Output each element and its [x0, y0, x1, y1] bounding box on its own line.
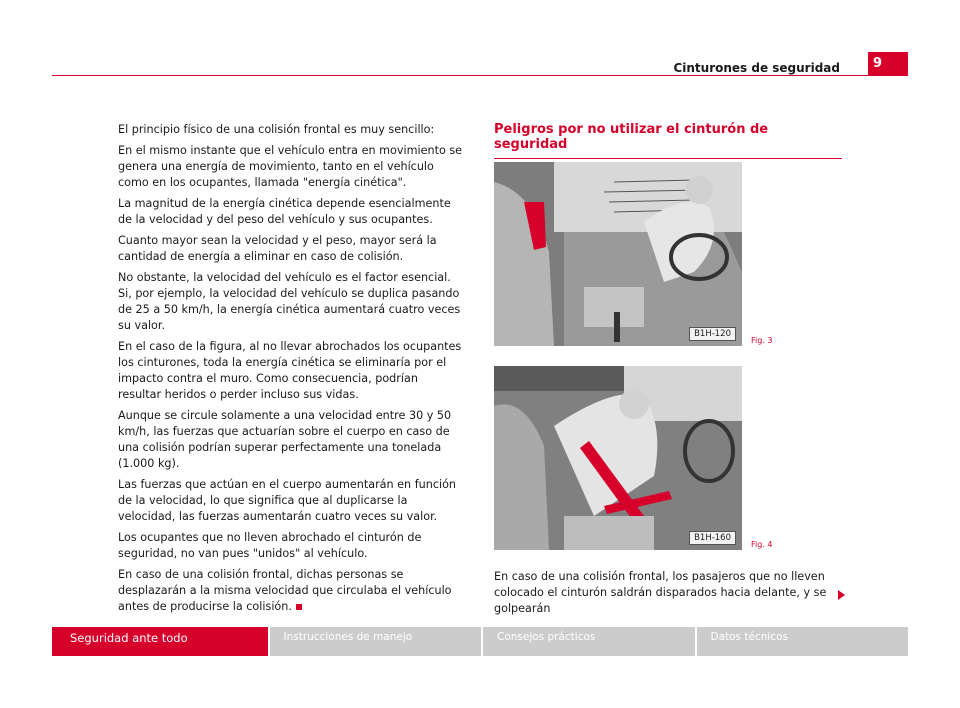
paragraph: Las fuerzas que actúan en el cuerpo aumentarán en función de la velocidad, lo que significa que al duplicarse la velocidad, las fuerzas aumentarán cuatro veces su valor. [118, 478, 457, 523]
paragraph: Aunque se circule solamente a una velocidad entre 30 y 50 km/h, las fuerzas que actuarían sobre el cuerpo en caso de una colisión podrían superar perfectamente una tonelada (1.000 kg). [118, 409, 452, 470]
footer-nav [52, 627, 908, 656]
paragraph: Los ocupantes que no lleven abrochado el cinturón de seguridad, no van pues "unidos" al vehículo. [118, 531, 422, 560]
figure-4-code: B1H-160 [689, 531, 736, 545]
right-column-text: En caso de una colisión frontal, los pasajeros que no lleven colocado el cinturón saldrán disparados hacia delante, y se golpearán [494, 570, 827, 615]
figure-4-caption: Fig. 4 [751, 540, 773, 549]
paragraph: La magnitud de la energía cinética depende esencialmente de la velocidad y del peso del vehículo y sus ocupantes. [118, 197, 451, 226]
paragraph: No obstante, la velocidad del vehículo es el factor esencial. Si, por ejemplo, la velocidad del vehículo se duplica pasando de 25 a 50 km/h, la energía cinética aumentará cuatro veces su valor. [118, 271, 461, 332]
paragraph: El principio físico de una colisión frontal es muy sencillo: [118, 123, 435, 136]
figure-4-illustration [494, 366, 742, 550]
chapter-title: Cinturones de seguridad [673, 61, 840, 75]
left-column-text [118, 122, 464, 620]
tab-consejos-practicos[interactable]: Consejos prácticos [483, 627, 695, 656]
paragraph-text: En caso de una colisión frontal, dichas personas se desplazarán a la misma velocidad que circulaba el vehículo antes de producirse la colisión. [118, 568, 452, 613]
figure-3-code: B1H-120 [689, 327, 736, 341]
figure-3-illustration [494, 162, 742, 346]
tab-instrucciones-de-manejo[interactable]: Instrucciones de manejo [270, 627, 482, 656]
continue-arrow-icon [838, 590, 845, 600]
paragraph: En el mismo instante que el vehículo entra en movimiento se genera una energía de movimiento, tanto en el vehículo como en los ocupantes, llamada "energía cinética". [118, 144, 463, 189]
tab-datos-tecnicos[interactable]: Datos técnicos [697, 627, 909, 656]
figure-4-image [494, 366, 742, 550]
header-rule [52, 75, 908, 76]
paragraph: En el caso de la figura, al no llevar abrochados los ocupantes los cinturones, toda la energía cinética se eliminaría por el impacto contra el muro. Como consecuencia, podrían resultar heridos o perder incluso sus vidas. [118, 340, 462, 401]
section-title: Peligros por no utilizar el cinturón de seguridad [494, 122, 842, 159]
paragraph-last [118, 567, 464, 615]
paragraph: Cuanto mayor sean la velocidad y el peso, mayor será la cantidad de energía a eliminar en caso de colisión. [118, 234, 437, 263]
red-square-icon [296, 604, 302, 610]
page-number: 9 [868, 52, 908, 76]
figure-3-caption: Fig. 3 [751, 336, 773, 345]
figure-3-image [494, 162, 742, 346]
tab-seguridad-ante-todo[interactable]: Seguridad ante todo [52, 627, 268, 656]
